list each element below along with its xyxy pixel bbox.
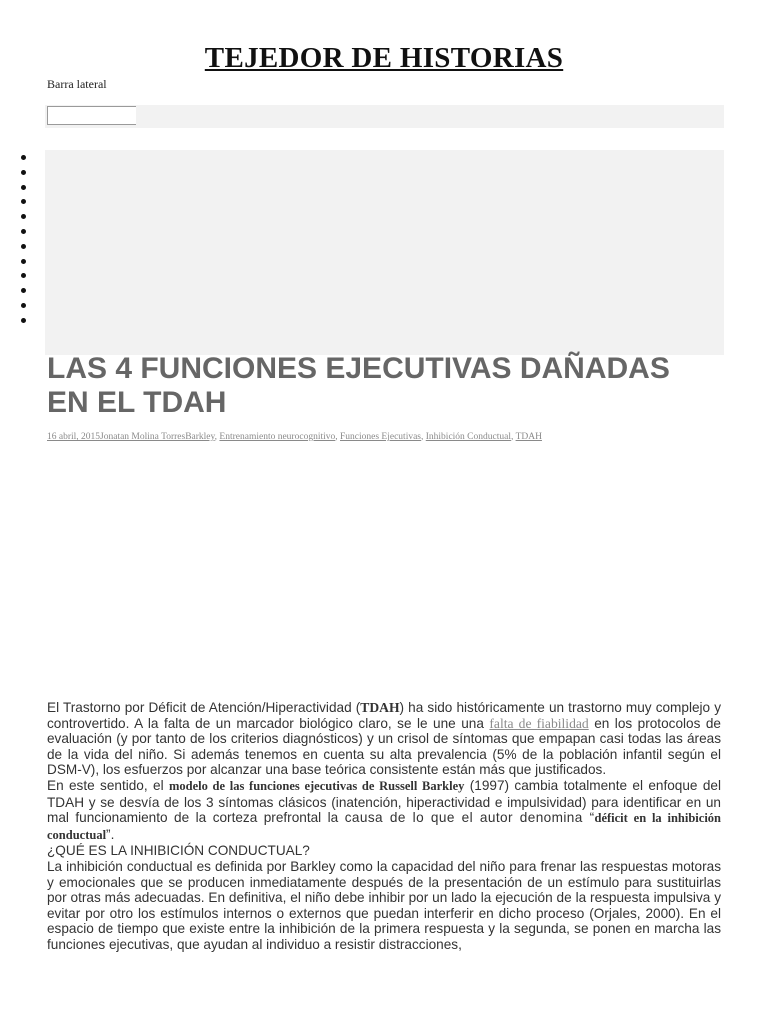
post-content bbox=[47, 700, 721, 953]
category-link[interactable]: TDAH bbox=[515, 432, 542, 442]
search-input[interactable] bbox=[47, 106, 136, 125]
sidebar-toggle[interactable]: Barra lateral bbox=[47, 77, 107, 91]
category-link[interactable]: Funciones Ejecutivas bbox=[340, 432, 421, 442]
paragraph: El Trastorno por Déficit de Atención/Hiperactividad (TDAH) ha sido históricamente un trastorno muy complejo y controvertido. A la falta de un marcador biológico claro, se le une una falta de fiabilidad en los protocolos de evaluación (y por tanto de los criterios diagnósticos) y un crisol de síntomas que empapan casi todas las áreas de la vida del niño. Si además tenemos en cuenta su alta prevalencia (5% de la población infantil según el DSM-V), los esfuerzos por alcanzar una base teórica consistente están más que justificados. bbox=[47, 700, 722, 778]
bullet-icon bbox=[21, 318, 26, 323]
paragraph: En este sentido, el modelo de las funciones ejecutivas de Russell Barkley (1997) cambia totalmente el enfoque del TDAH y se desvía de los 3 síntomas clásicos (inatención, hiperactividad e impulsividad) para identificar en un mal funcionamiento de la corteza prefrontal la causa de lo que el autor denomina “déficit en la inhibición conductual”. bbox=[47, 777, 722, 842]
bullet-icon bbox=[21, 185, 26, 190]
navigation-menu bbox=[45, 150, 724, 355]
category-link[interactable]: Entrenamiento neurocognitivo bbox=[219, 432, 336, 442]
paragraph: La inhibición conductual es definida por Barkley como la capacidad del niño para frenar las respuestas motoras y emocionales que se producen inmediatamente después de la presentación de un estímulo para sustituirlas por otras más adecuadas. En definitiva, el niño debe inhibir por un lado la ejecución de la respuesta impulsiva y evitar por otro los estímulos internos o externos que puedan interferir en dicho proceso (Orjales, 2000). En el espacio de tiempo que existe entre la inhibición de la primera respuesta y la segunda, se ponen en marcha las funciones ejecutivas, que ayudan al individuo a resistir distracciones, bbox=[47, 858, 721, 952]
category-link[interactable]: Inhibición Conductual bbox=[425, 432, 511, 442]
bullet-icon bbox=[21, 288, 26, 293]
site-title-link[interactable]: TEJEDOR DE HISTORIAS bbox=[204, 42, 564, 74]
bullet-icon bbox=[21, 229, 26, 234]
post-meta: 16 abril, 2015Jonatan Molina TorresBarkley, Entrenamiento neurocognitivo, Funciones Ejecutivas, Inhibición Conductual, TDAH bbox=[47, 432, 542, 442]
search-bar bbox=[45, 105, 724, 128]
bullet-icon bbox=[21, 199, 26, 204]
bullet-icon bbox=[21, 155, 26, 160]
bullet-icon bbox=[21, 259, 26, 264]
bullet-icon bbox=[21, 170, 26, 175]
bullet-icon bbox=[21, 273, 26, 278]
post-title: LAS 4 FUNCIONES EJECUTIVAS DAÑADAS EN EL TDAH bbox=[47, 352, 670, 419]
bullet-icon bbox=[21, 214, 26, 219]
section-heading: ¿QUÉ ES LA INHIBICIÓN CONDUCTUAL? bbox=[47, 843, 310, 859]
bullet-icon bbox=[21, 303, 26, 308]
bullet-icon bbox=[21, 244, 26, 249]
site-title bbox=[0, 42, 768, 75]
post-date-author-link[interactable]: 16 abril, 2015Jonatan Molina TorresBarkley bbox=[47, 432, 215, 442]
reliability-link[interactable]: falta de fiabilidad bbox=[489, 715, 589, 731]
